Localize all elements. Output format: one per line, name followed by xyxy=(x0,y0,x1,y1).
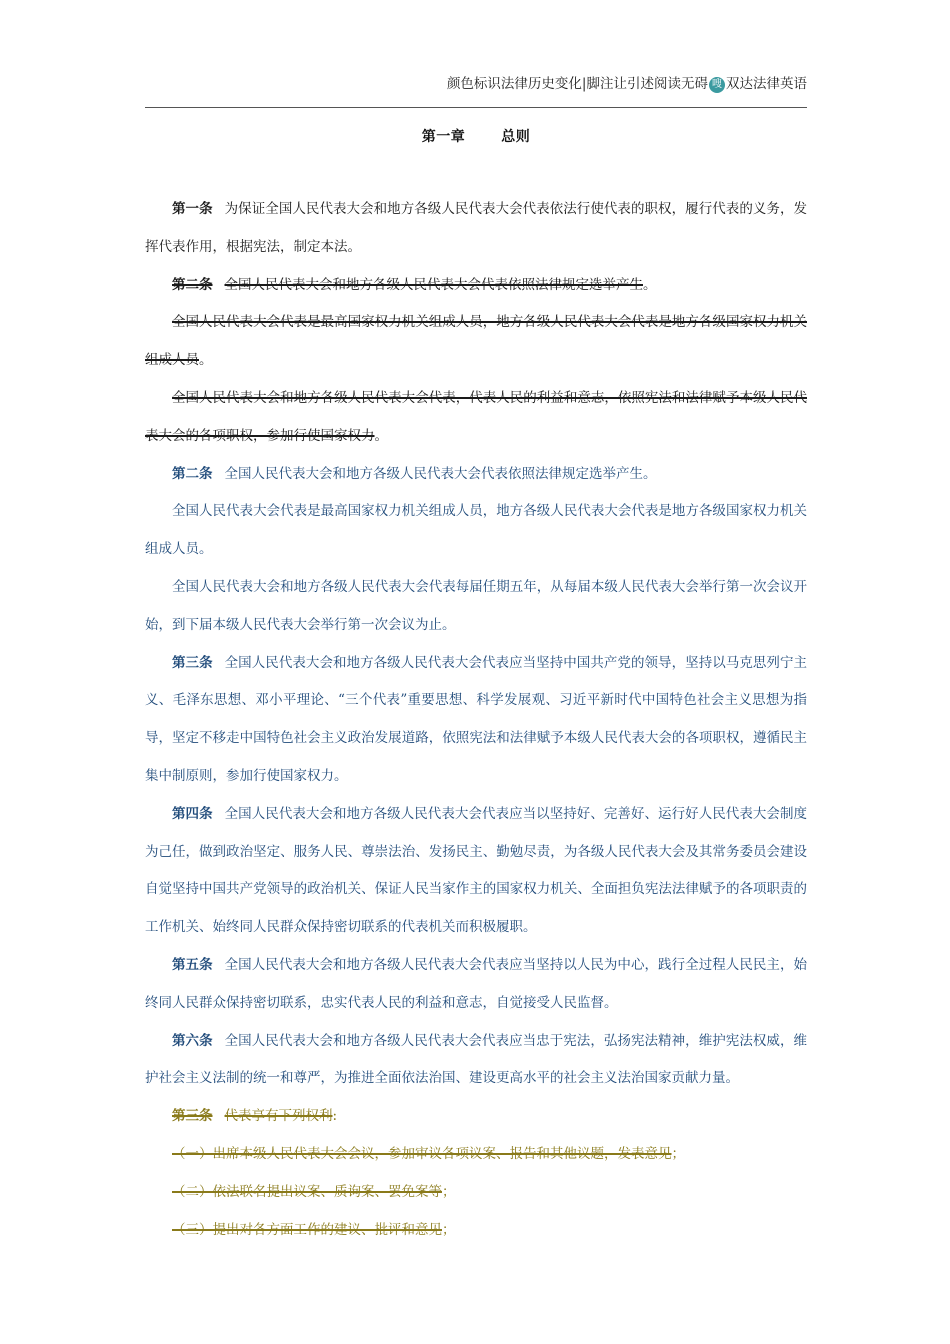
paragraph-text: 全国人民代表大会代表是最高国家权力机关组成人员，地方各级人民代表大会代表是地方各级国家权力机关组成人员 xyxy=(145,314,807,369)
header-title-right: 双达法律英语 xyxy=(726,76,807,92)
chapter-heading xyxy=(145,126,807,146)
header-title xyxy=(447,72,807,93)
paragraph-punctuation: ； xyxy=(442,1183,456,1200)
paragraph-olive xyxy=(145,1136,807,1174)
brand-logo-icon: 嗖 xyxy=(709,77,725,93)
paragraph-deleted xyxy=(145,304,807,380)
paragraph-deleted xyxy=(145,380,807,456)
paragraph-punctuation: 。 xyxy=(643,276,657,293)
chapter-number: 第一章 xyxy=(421,129,466,145)
article-number: 第四条 xyxy=(172,805,213,822)
header-divider xyxy=(145,107,807,108)
paragraph-text: 全国人民代表大会和地方各级人民代表大会代表应当忠于宪法，弘扬宪法精神，维护宪法权威，维护社会主义法制的统一和尊严，为推进全面依法治国、建设更高水平的社会主义法治国家贡献力量。 xyxy=(145,1032,808,1087)
paragraph-blue xyxy=(145,456,807,494)
paragraph-text: 全国人民代表大会和地方各级人民代表大会代表应当坚持以人民为中心，践行全过程人民民主，始终同人民群众保持密切联系，忠实代表人民的利益和意志，自觉接受人民监督。 xyxy=(145,956,808,1011)
paragraph-text: 代表享有下列权利 xyxy=(224,1108,333,1125)
paragraph-blue xyxy=(145,796,807,947)
paragraph-punctuation: : xyxy=(332,1108,338,1125)
chapter-name: 总则 xyxy=(501,129,531,145)
paragraph-text: 全国人民代表大会和地方各级人民代表大会代表依照法律规定选举产生 xyxy=(224,276,643,293)
article-number: 第六条 xyxy=(172,1032,213,1049)
paragraph-text: （一）出席本级人民代表大会会议，参加审议各项议案、报告和其他议题，发表意见 xyxy=(172,1145,672,1162)
paragraph-blue xyxy=(145,947,807,1023)
paragraph-text: 全国人民代表大会和地方各级人民代表大会代表依照法律规定选举产生。 xyxy=(224,465,657,482)
paragraph-olive xyxy=(145,1174,807,1212)
paragraph-blue xyxy=(145,1023,807,1099)
article-number: 第一条 xyxy=(172,201,213,217)
article-number: 第三条 xyxy=(172,1108,213,1125)
paragraph-text: （二）依法联名提出议案、质询案、罢免案等 xyxy=(172,1183,442,1200)
paragraph-punctuation: ； xyxy=(671,1145,685,1162)
paragraph-blue xyxy=(145,569,807,645)
paragraph-blue xyxy=(145,493,807,569)
paragraph-blue xyxy=(145,645,807,796)
header-title-left: 颜色标识法律历史变化|脚注让引述阅读无碍 xyxy=(446,76,708,92)
paragraph-text: 全国人民代表大会和地方各级人民代表大会代表，代表人民的利益和意志，依照宪法和法律赋予本级人民代表大会的各项职权，参加行使国家权力 xyxy=(145,389,807,444)
law-text-body xyxy=(145,191,807,1249)
article-number: 第二条 xyxy=(172,276,213,293)
paragraph-text: 为保证全国人民代表大会和地方各级人民代表大会代表依法行使代表的职权，履行代表的义务，发挥代表作用，根据宪法，制定本法。 xyxy=(145,201,808,255)
paragraph-punctuation: 。 xyxy=(199,352,213,369)
paragraph-deleted xyxy=(145,267,807,305)
paragraph-text: 全国人民代表大会和地方各级人民代表大会代表应当坚持中国共产党的领导，坚持以马克思列宁主义、毛泽东思想、邓小平理论、“三个代表”重要思想、科学发展观、习近平新时代中国特色社会主义思想为指导，坚定不移走中国特色社会主义政治发展道路，依照宪法和法律赋予本级人民代表大会的各项职权，遵循民主集中制原则，参加行使国家权力。 xyxy=(145,654,808,784)
paragraph-text: （三）提出对各方面工作的建议、批评和意见 xyxy=(172,1221,442,1238)
paragraph-olive xyxy=(145,1098,807,1136)
paragraph-text: 全国人民代表大会代表是最高国家权力机关组成人员，地方各级人民代表大会代表是地方各级国家权力机关组成人员。 xyxy=(145,503,807,558)
paragraph-punctuation: 。 xyxy=(374,427,388,444)
page-header xyxy=(145,64,807,108)
paragraph-text: 全国人民代表大会和地方各级人民代表大会代表应当以坚持好、完善好、运行好人民代表大会制度为己任，做到政治坚定、服务人民、尊崇法治、发扬民主、勤勉尽责，为各级人民代表大会及其常务委员会建设自觉坚持中国共产党领导的政治机关、保证人民当家作主的国家权力机关、全面担负宪法法律赋予的各项职责的工作机关、始终同人民群众保持密切联系的代表机关而积极履职。 xyxy=(145,805,808,936)
article-number: 第二条 xyxy=(172,465,213,482)
paragraph-text: 全国人民代表大会和地方各级人民代表大会代表每届任期五年，从每届本级人民代表大会举行第一次会议开始，到下届本级人民代表大会举行第一次会议为止。 xyxy=(145,578,807,633)
paragraph-punctuation: ； xyxy=(442,1221,456,1238)
article-number: 第五条 xyxy=(172,956,213,973)
article-number: 第三条 xyxy=(172,654,213,671)
paragraph-olive xyxy=(145,1212,807,1250)
paragraph-black xyxy=(145,191,807,267)
